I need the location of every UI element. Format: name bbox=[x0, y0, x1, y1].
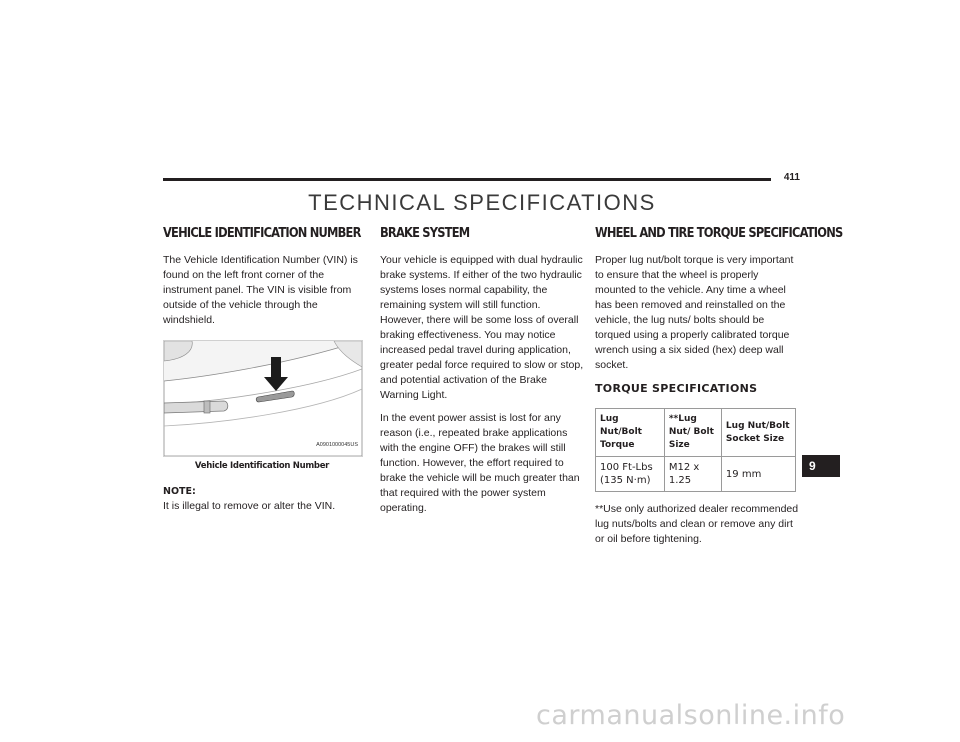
note-text: It is illegal to remove or alter the VIN. bbox=[163, 500, 336, 512]
figure-code: A0901000045US bbox=[316, 442, 358, 448]
table-cell: 100 Ft-Lbs (135 N·m) bbox=[596, 457, 665, 492]
brake-section bbox=[380, 226, 586, 524]
figure-caption: Vehicle Identification Number bbox=[194, 461, 330, 471]
wheel-heading: WHEEL AND TIRE TORQUE SPECIFICATIONS bbox=[595, 226, 843, 241]
vin-section bbox=[163, 226, 369, 514]
wheel-body: Proper lug nut/bolt torque is very important to ensure that the wheel is properly mounted to the vehicle. Any time a wheel has been removed and reinstalled on the vehicle, the lug nuts/ bolts should be torqued using a properly calibrated torque wrench using a six sided (hex) deep wall socket. bbox=[595, 254, 794, 371]
table-header: **Lug Nut/ Bolt Size bbox=[664, 409, 721, 457]
table-cell: M12 x 1.25 bbox=[664, 457, 721, 492]
torque-footnote: **Use only authorized dealer recommended lug nuts/bolts and clean or remove any dirt or oil before tightening. bbox=[595, 503, 799, 545]
brake-paragraph-2: In the event power assist is lost for any reason (i.e., repeated brake applications with the engine OFF) the brakes will still function. However, the effort required to brake the vehicle will be much greater than that required with the power system operating. bbox=[380, 412, 580, 514]
vin-figure bbox=[163, 340, 363, 457]
torque-subheading: TORQUE SPECIFICATIONS bbox=[595, 382, 758, 395]
brake-paragraph-1: Your vehicle is equipped with dual hydraulic brake systems. If either of the two hydraulic systems loses normal capability, the remaining system will still function. However, there will be some loss of overall braking effectiveness. You may notice increased pedal travel during application, greater pedal force required to slow or stop, and potential activation of the Brake Warning Light. bbox=[380, 254, 584, 401]
table-header: Lug Nut/Bolt Socket Size bbox=[721, 409, 795, 457]
note-label: NOTE: bbox=[163, 486, 196, 497]
table-header-row bbox=[596, 409, 796, 457]
vin-heading: VEHICLE IDENTIFICATION NUMBER bbox=[163, 226, 361, 241]
torque-table bbox=[595, 408, 796, 492]
vin-body: The Vehicle Identification Number (VIN) is found on the left front corner of the instrument panel. The VIN is visible from outside of the vehicle through the windshield. bbox=[163, 254, 358, 326]
table-cell: 19 mm bbox=[721, 457, 795, 492]
table-header: Lug Nut/Bolt Torque bbox=[596, 409, 665, 457]
wheel-section bbox=[595, 226, 843, 555]
page-number: 411 bbox=[783, 172, 800, 183]
brake-heading: BRAKE SYSTEM bbox=[380, 226, 470, 241]
chapter-title: TECHNICAL SPECIFICATIONS bbox=[308, 190, 656, 215]
chapter-tab-marker: 9 bbox=[802, 455, 840, 477]
table-row bbox=[596, 457, 796, 492]
watermark: carmanualsonline.info bbox=[536, 700, 846, 731]
header-rule bbox=[163, 178, 771, 181]
